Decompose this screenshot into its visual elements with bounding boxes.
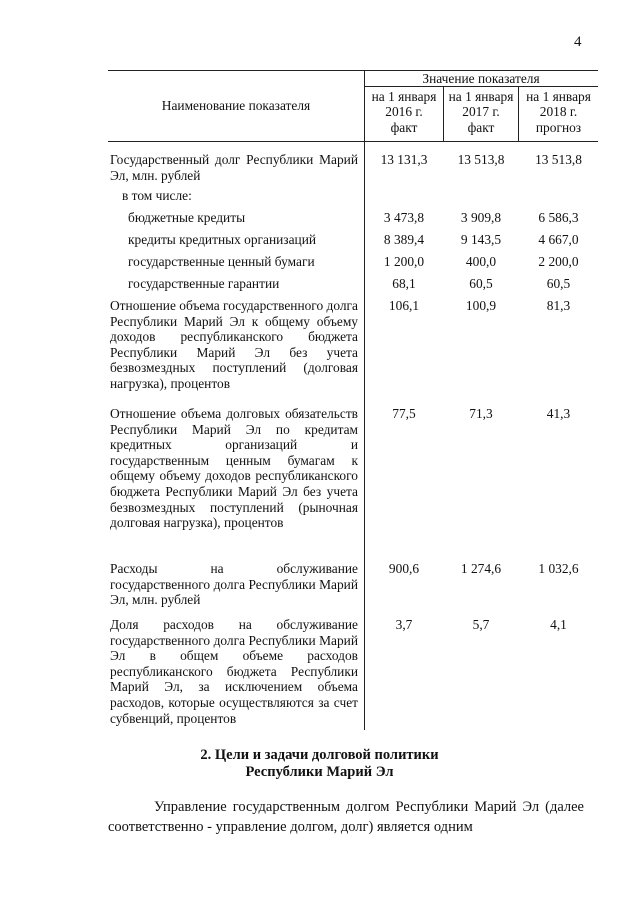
row-label: Государственный долг Республики Марий Эл, млн. рублей	[110, 152, 358, 183]
value-2018: 41,3	[546, 406, 571, 421]
value-2017: 60,5	[469, 276, 493, 291]
header-column-2016: на 1 января 2016 г. факт	[371, 89, 437, 135]
value-2018: 4,1	[550, 617, 567, 632]
value-2018: 4 667,0	[538, 232, 579, 247]
value-2018: 1 032,6	[538, 561, 579, 576]
value-2016: 13 131,3	[380, 152, 428, 167]
value-2018: 2 200,0	[538, 254, 579, 269]
value-2017: 3 909,8	[460, 210, 502, 225]
row-label: государственные гарантии	[128, 276, 280, 291]
value-2016: 68,1	[392, 276, 416, 291]
value-2017: 71,3	[469, 406, 493, 421]
header-column-2017: на 1 января 2017 г. факт	[448, 89, 514, 135]
value-2018: 13 513,8	[535, 152, 582, 167]
value-2017: 1 274,6	[460, 561, 502, 576]
header-indicator-name: Наименование показателя	[161, 98, 311, 113]
value-2017: 100,9	[465, 298, 497, 313]
body-paragraph: Управление государственным долгом Республики Марий Эл (далее соответственно - управление долгом, долг) является одним	[108, 799, 584, 835]
value-2016: 106,1	[388, 298, 420, 313]
row-label: государственные ценный бумаги	[128, 254, 315, 269]
row-label: Отношение объема государственного долга Республики Марий Эл к общему объему доходов республиканского бюджета Республики Марий Эл без учета безвозмездных поступлений (долговая нагрузка), процентов	[110, 298, 358, 391]
row-label: Отношение объема долговых обязательств Республики Марий Эл по кредитам кредитных организаций и государственным ценным бумагам к общему объему доходов республиканского бюджета Республики Марий Эл без учета безвозмездных поступлений (рыночная долговая нагрузка), процентов	[110, 406, 358, 531]
row-label: бюджетные кредиты	[128, 210, 246, 225]
page-number: 4	[574, 34, 582, 50]
table-header-rule	[108, 141, 598, 142]
value-2018: 60,5	[546, 276, 571, 291]
value-2016: 900,6	[388, 561, 420, 576]
header-column-2018: на 1 января 2018 г. прогноз	[526, 89, 591, 135]
value-2016: 77,5	[392, 406, 416, 421]
row-label: Расходы на обслуживание государственного долга Республики Марий Эл, млн. рублей	[110, 561, 358, 608]
header-indicator-value: Значение показателя	[422, 71, 540, 86]
section-title: 2. Цели и задачи долговой политики Республики Марий Эл	[200, 747, 439, 780]
value-2016: 8 389,4	[383, 232, 425, 247]
row-label: в том числе:	[122, 188, 192, 203]
value-2017: 13 513,8	[457, 152, 505, 167]
row-label: Доля расходов на обслуживание государственного долга Республики Марий Эл в общем объеме расходов республиканского бюджета Республики Марий Эл, за исключением объема расходов, которые осуществляются за счет субвенций, процентов	[110, 617, 358, 726]
value-2018: 6 586,3	[538, 210, 579, 225]
value-2016: 3,7	[395, 617, 413, 632]
row-label: кредиты кредитных организаций	[128, 232, 317, 247]
value-2016: 1 200,0	[383, 254, 425, 269]
value-2017: 5,7	[472, 617, 490, 632]
value-2017: 400,0	[465, 254, 497, 269]
value-2016: 3 473,8	[383, 210, 425, 225]
value-2018: 81,3	[546, 298, 571, 313]
value-2017: 9 143,5	[460, 232, 502, 247]
